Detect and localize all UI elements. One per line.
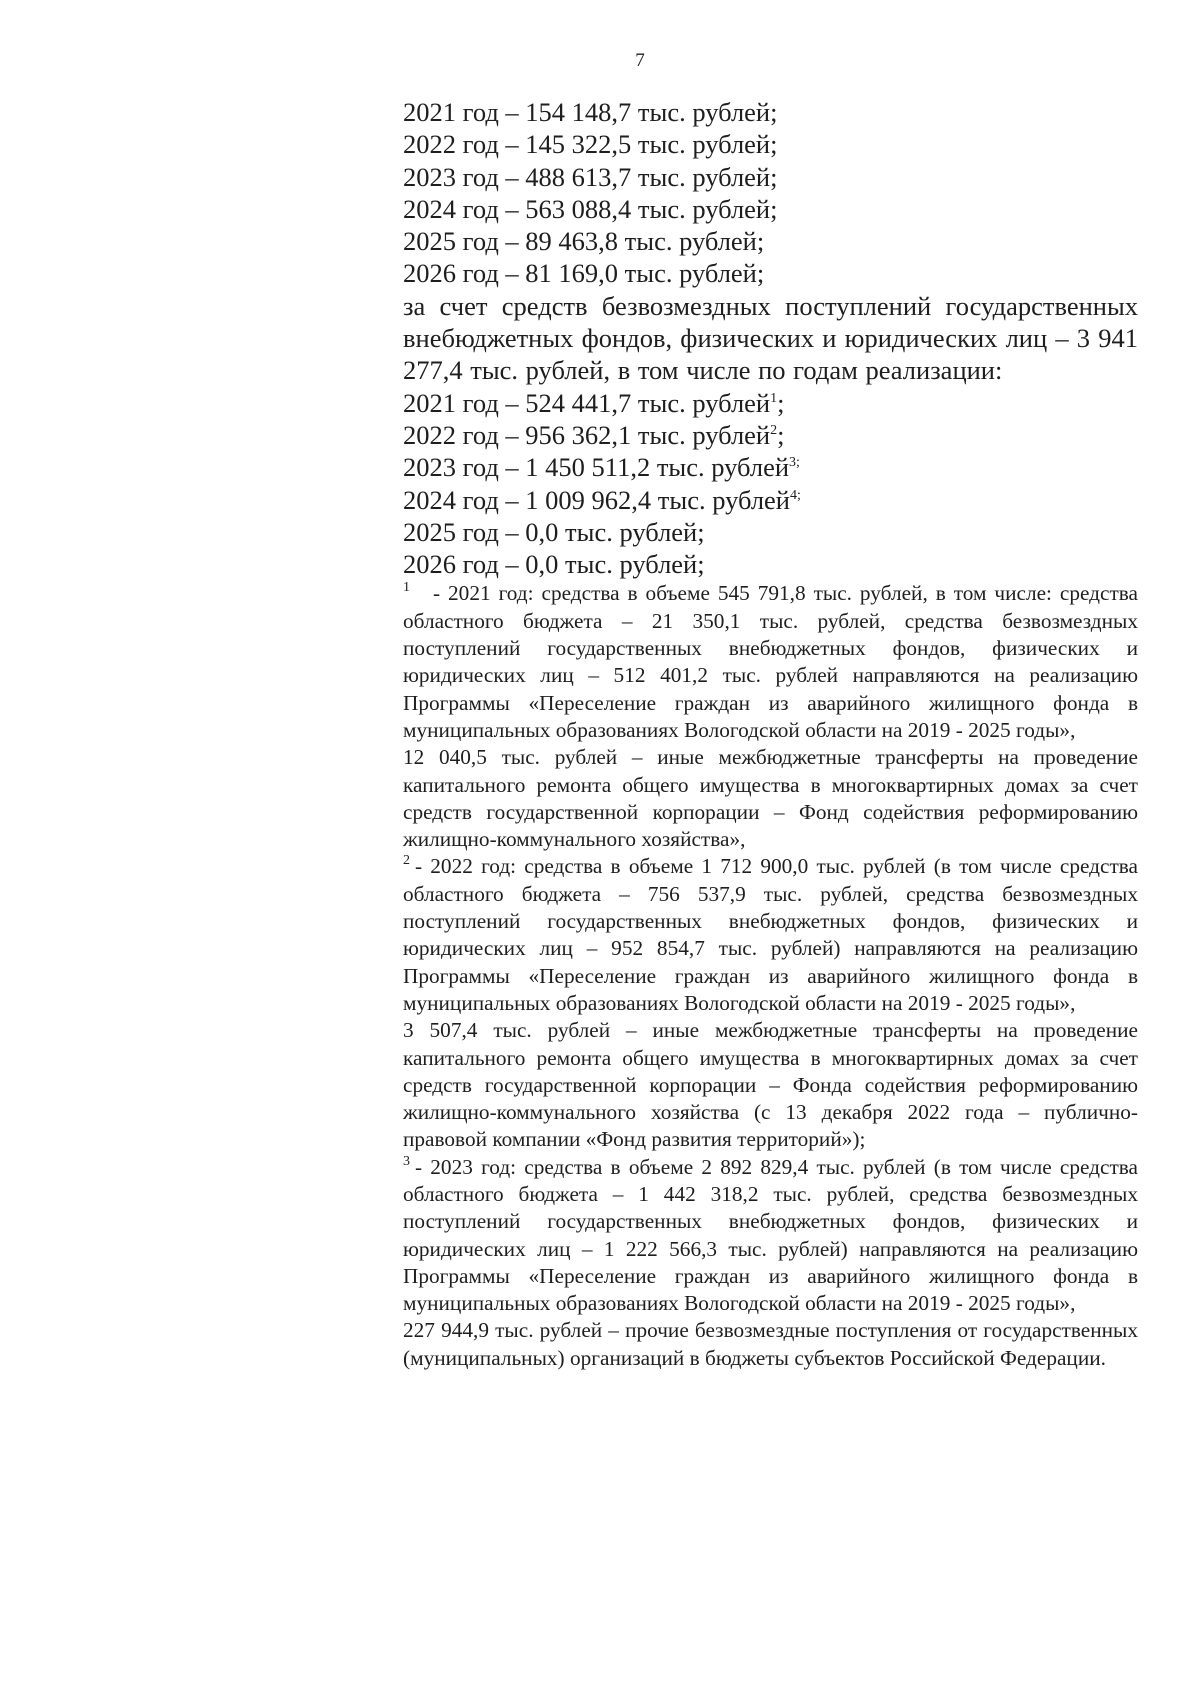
- year-line: 2026 год – 0,0 тыс. рублей;: [403, 549, 705, 580]
- footnote-text: - 2021 год: средства в объеме 545 791,8 тыс. рублей, в том числе: средства областного бюджета – 21 350,1 тыс. рублей, средства безвозмездных поступлений государственных внебюджетных фондов, физических и юридических лиц – 512 401,2 тыс. рублей направляются на реализацию Программы «Переселение граждан из аварийного жилищного фонда в муниципальных образованиях Вологодской области на 2019 - 2025 годы»,: [403, 581, 1138, 742]
- year-line: [403, 451, 1138, 483]
- year-line: 2021 год – 154 148,7 тыс. рублей;: [403, 97, 778, 127]
- footnote-2-extra: 3 507,4 тыс. рублей – иные межбюджетные трансферты на проведение капитального ремонта общего имущества в многоквартирных домах за счет средств государственной корпорации – Фонда содействия реформированию жилищно-коммунального хозяйства (с 13 декабря 2022 года – публично-правовой компании «Фонд развития территорий»);: [403, 1018, 1138, 1152]
- year-list-regional: [403, 96, 1138, 290]
- year-line: 2022 год – 145 322,5 тыс. рублей;: [403, 129, 778, 160]
- footnote-text: - 2023 год: средства в объеме 2 892 829,4 тыс. рублей (в том числе средства областного бюджета – 1 442 318,2 тыс. рублей, средства безвозмездных поступлений государственных внебюджетных фондов, физических и юридических лиц – 1 222 566,3 тыс. рублей) направляются на реализацию Программы «Переселение граждан из аварийного жилищного фонда в муниципальных образованиях Вологодской области на 2019 - 2025 годы»,: [403, 1154, 1138, 1316]
- footnotes: [403, 580, 1138, 1372]
- year-line: [403, 419, 1138, 451]
- footnote-ref: 4;: [790, 487, 801, 503]
- year-line: 2025 год – 89 463,8 тыс. рублей;: [403, 226, 765, 257]
- year-line: 2024 год – 563 088,4 тыс. рублей;: [403, 193, 778, 224]
- page-number: 7: [635, 50, 645, 71]
- year-line-tail: ;: [777, 419, 785, 450]
- footnote-3: 3 - 2023 год: средства в объеме 2 892 829,4 тыс. рублей (в том числе средства областного бюджета – 1 442 318,2 тыс. рублей, средства безвозмездных поступлений государственных внебюджетных фондов, физических и юридических лиц – 1 222 566,3 тыс. рублей) направляются на реализацию Программы «Переселение граждан из аварийного жилищного фонда в муниципальных образованиях Вологодской области на 2019 - 2025 годы»,: [403, 1153, 1138, 1316]
- footnote-1-extra: 12 040,5 тыс. рублей – иные межбюджетные трансферты на проведение капитального ремонта общего имущества в многоквартирных домах за счет средств государственной корпорации – Фонд содействия реформированию жилищно-коммунального хозяйства»,: [403, 745, 1138, 852]
- footnote-2: 2 - 2022 год: средства в объеме 1 712 900,0 тыс. рублей (в том числе средства областного бюджета – 756 537,9 тыс. рублей, средства безвозмездных поступлений государственных внебюджетных фондов, физических и юридических лиц – 952 854,7 тыс. рублей) направляются на реализацию Программы «Переселение граждан из аварийного жилищного фонда в муниципальных образованиях Вологодской области на 2019 - 2025 годы»,: [403, 853, 1138, 1015]
- footnote-ref: 1: [770, 390, 778, 406]
- year-line: [403, 484, 1138, 516]
- year-line-text: 2022 год – 956 362,1 тыс. рублей: [403, 419, 771, 450]
- footnote-ref: 3;: [789, 455, 800, 471]
- document-body: [403, 96, 1138, 1372]
- year-line: 2026 год – 81 169,0 тыс. рублей;: [403, 258, 765, 289]
- year-line-text: 2024 год – 1 009 962,4 тыс. рублей: [403, 484, 790, 515]
- year-line-tail: ;: [777, 387, 785, 418]
- year-line-text: 2023 год – 1 450 511,2 тыс. рублей: [403, 452, 790, 483]
- year-line-text: 2021 год – 524 441,7 тыс. рублей: [403, 387, 771, 418]
- footnote-text: - 2022 год: средства в объеме 1 712 900,0 тыс. рублей (в том числе средства областного бюджета – 756 537,9 тыс. рублей, средства безвозмездных поступлений государственных внебюджетных фондов, физических и юридических лиц – 952 854,7 тыс. рублей) направляются на реализацию Программы «Переселение граждан из аварийного жилищного фонда в муниципальных образованиях Вологодской области на 2019 - 2025 годы»,: [403, 854, 1138, 1015]
- year-line: [403, 387, 1138, 419]
- year-line: 2025 год – 0,0 тыс. рублей;: [403, 516, 705, 547]
- funds-paragraph: за счет средств безвозмездных поступлений государственных внебюджетных фондов, физических и юридических лиц – 3 941 277,4 тыс. рублей, в том числе по годам реализации:: [403, 290, 1138, 386]
- footnote-ref: 2: [770, 422, 778, 438]
- footnote-1: 1 - 2021 год: средства в объеме 545 791,8 тыс. рублей, в том числе: средства областного бюджета – 21 350,1 тыс. рублей, средства безвозмездных поступлений государственных внебюджетных фондов, физических и юридических лиц – 512 401,2 тыс. рублей направляются на реализацию Программы «Переселение граждан из аварийного жилищного фонда в муниципальных образованиях Вологодской области на 2019 - 2025 годы»,: [403, 580, 1138, 742]
- year-line: 2023 год – 488 613,7 тыс. рублей;: [403, 161, 778, 192]
- year-list-funds: [403, 387, 1138, 581]
- footnote-3-extra: 227 944,9 тыс. рублей – прочие безвозмездные поступления от государственных (муниципальных) организаций в бюджеты субъектов Российской Федерации.: [403, 1318, 1138, 1370]
